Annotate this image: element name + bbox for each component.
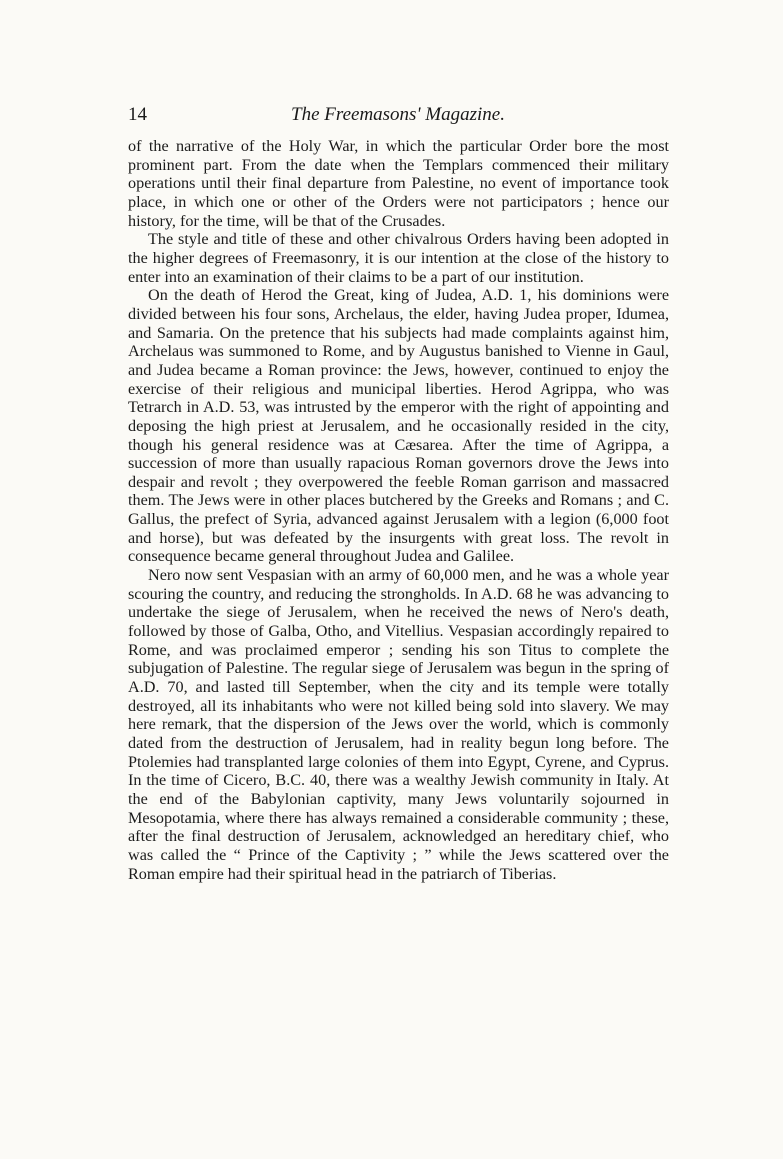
paragraph-chivalrous-orders: The style and title of these and other chivalrous Orders having been adopted in the higher degrees of Freemasonry, it is our intention at the close of the history to enter into an examination of their claims to be a part of our institution.	[128, 230, 669, 286]
paragraph-nero-vespasian: Nero now sent Vespasian with an army of 60,000 men, and he was a whole year scouring the country, and reducing the strongholds. In A.D. 68 he was advancing to undertake the siege of Jerusalem, when he received the news of Nero's death, followed by those of Galba, Otho, and Vitellius. Vespasian accordingly repaired to Rome, and was proclaimed emperor ; sending his son Titus to complete the subjugation of Palestine. The regular siege of Jerusalem was begun in the spring of A.D. 70, and lasted till September, when the city and its temple were totally destroyed, all its inhabitants who were not killed being sold into slavery. We may here remark, that the dispersion of the Jews over the world, which is commonly dated from the destruction of Jerusalem, had in reality begun long before. The Ptolemies had transplanted large colonies of them into Egypt, Cyrene, and Cyprus. In the time of Cicero, B.C. 40, there was a wealthy Jewish community in Italy. At the end of the Babylonian captivity, many Jews voluntarily sojourned in Mesopotamia, where there has always remained a considerable community ; these, after the final destruction of Jerusalem, acknowledged an hereditary chief, who was called the “ Prince of the Captivity ; ” while the Jews scattered over the Roman empire had their spiritual head in the patriarch of Tiberias.	[128, 566, 669, 883]
running-title: The Freemasons' Magazine.	[291, 104, 505, 125]
paragraph-herod: On the death of Herod the Great, king of Judea, A.D. 1, his dominions were divided between his four sons, Archelaus, the elder, having Judea proper, Idumea, and Samaria. On the pretence that his subjects had made complaints against him, Archelaus was summoned to Rome, and by Augustus banished to Vienne in Gaul, and Judea became a Roman province: the Jews, however, continued to enjoy the exercise of their religious and municipal liberties. Herod Agrippa, who was Tetrarch in A.D. 53, was intrusted by the emperor with the right of appointing and deposing the high priest at Jerusalem, and he occasionally resided in the city, though his general residence was at Cæsarea. After the time of Agrippa, a succession of more than usually rapacious Roman governors drove the Jews into despair and revolt ; they overpowered the feeble Roman garrison and massacred them. The Jews were in other places butchered by the Greeks and Romans ; and C. Gallus, the prefect of Syria, advanced against Jerusalem with a legion (6,000 foot and horse), but was defeated by the insurgents with great loss. The revolt in consequence became general throughout Judea and Galilee.	[128, 286, 669, 566]
paragraph-holy-war: of the narrative of the Holy War, in which the particular Order bore the most prominent part. From the date when the Templars commenced their military operations until their final departure from Palestine, no event of importance took place, in which one or other of the Orders were not participators ; hence our history, for the time, will be that of the Crusades.	[128, 137, 669, 230]
article-body	[128, 137, 669, 883]
page-number: 14	[128, 104, 147, 125]
page-header	[128, 104, 668, 132]
